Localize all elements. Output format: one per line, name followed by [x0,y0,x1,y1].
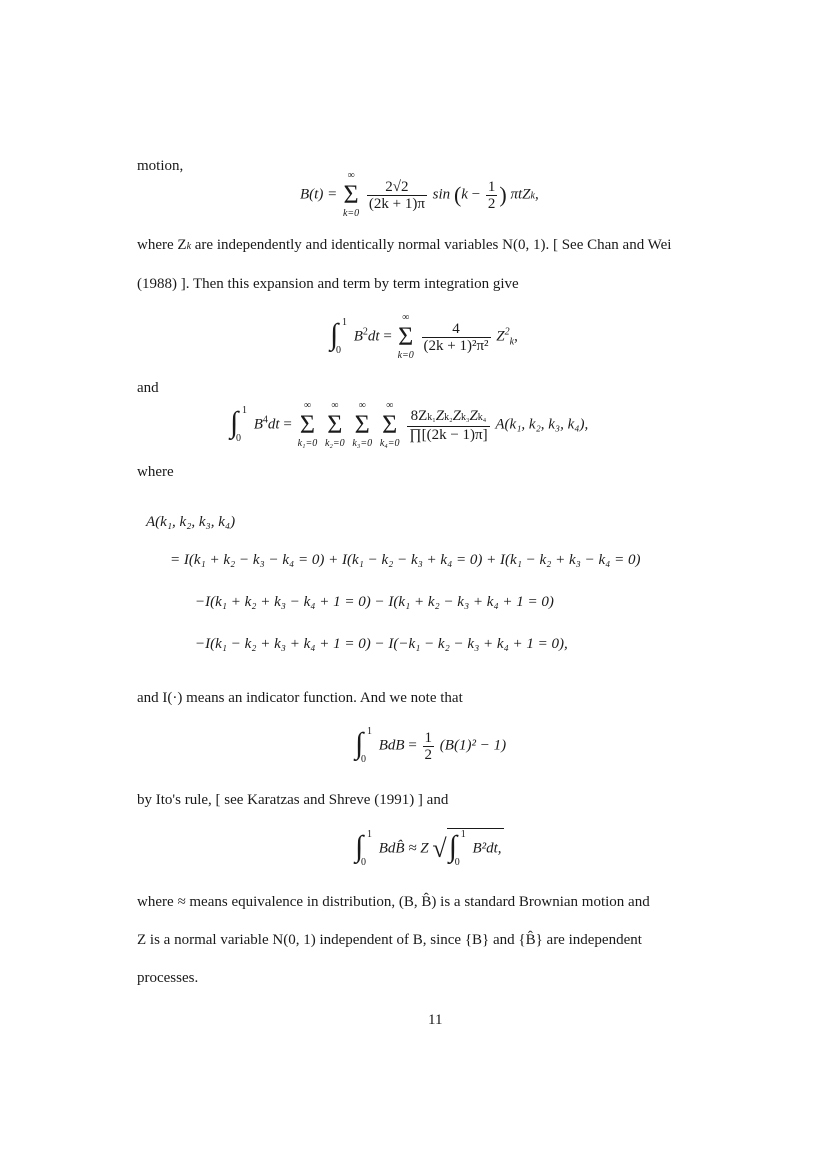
sum-operator: ∞ Σ k=0 [342,170,360,219]
equation-integral-b4: ∫ 1 0 $B^4dt$ = ∞ Σ k₁=0 ∞ Σ k₂=0 ∞ Σ k₃=0 ∞ Σ k₄=0 $\frac{\text{8Zk₁Zk₂Zk₃Zk₄}}{\prod[(2k - 1)\pi]}$ A(k₁, k₂, k₃, k₄), [230,400,589,449]
text-where-2: where [137,464,174,480]
equation-a-line1: = I(k₁ + k₂ − k₃ − k₄ = 0) + I(k₁ − k₂ − k₃ + k₄ = 0) + I(k₁ − k₂ + k₃ − k₄ = 0) [170,552,641,568]
text-expansion: (1988) ]. Then this expansion and term by term integration give [137,276,519,292]
text-processes: processes. [137,970,199,986]
eq3-fraction: $\frac{\text{8Zk₁Zk₂Zk₃Zk₄}}{\prod[(2k - 1)\pi]}$ [409,407,488,443]
eq1-lhs: B(t) = [300,186,338,203]
equation-a-line2: −I(k₁ + k₂ + k₃ − k₄ + 1 = 0) − I(k₁ + k₂ − k₃ + k₄ + 1 = 0) [195,594,554,610]
text-equivalence: where ≈ means equivalence in distribution, (B, B̂) is a standard Brownian motion and [137,894,650,910]
equation-a-lhs: A(k₁, k₂, k₃, k₄) [146,514,236,530]
integral-sign: ∫ 1 0 [330,317,347,356]
text-normal-variable: Z is a normal variable N(0, 1) independent of B, since {B} and {B̂} are independent [137,932,642,948]
equation-brownian-expansion: B(t) = ∞ Σ k=0 $\frac{2√2}{(2k + 1)\pi}$ sin (k − $\frac{1}{2}$ ) πtZk, [300,170,539,219]
equation-distribution: ∫ 1 0 BdB̂ ≈ Z √ ∫ 1 0 B²dt, [355,829,502,868]
equation-a-line3: −I(k₁ − k₂ + k₃ + k₄ + 1 = 0) − I(−k₁ − k₂ − k₃ + k₄ + 1 = 0), [195,636,568,652]
text-and-1: and [137,380,159,396]
page-number: 11 [428,1012,443,1028]
text-indicator: and I(·) means an indicator function. And we note that [137,690,463,706]
equation-ito: ∫ 1 0 BdB = $\frac{1}{2}$ (B(1)² − 1) [355,726,507,765]
text-where-zk: where Zk are independently and identically normal variables N(0, 1). [ See Chan and Wei [137,237,672,253]
text-motion: motion, [137,158,184,174]
eq1-fraction: $\frac{2√2}{(2k + 1)\pi}$ [368,178,425,212]
equation-integral-b2: ∫ 1 0 $B^2dt$ = ∞ Σ k=0 $\frac{4}{\text{(2k + 1)²π²}}$ $Z^2_k$, [330,312,518,361]
eq2-fraction: $\frac{4}{\text{(2k + 1)²π²}}$ [423,320,489,354]
text-ito-rule: by Ito's rule, [ see Karatzas and Shreve (1991) ] and [137,792,449,808]
